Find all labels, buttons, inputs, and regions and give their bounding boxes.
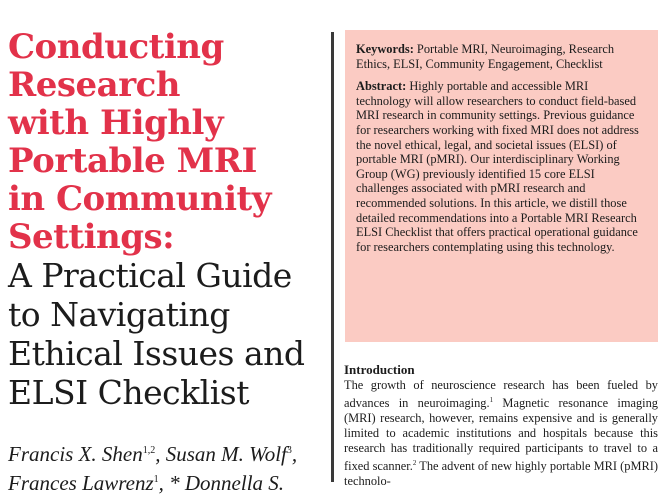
author-separator: ,: [291, 442, 298, 466]
author-separator: ,: [155, 442, 166, 466]
title-line: Conducting: [8, 27, 224, 67]
introduction-section: [344, 362, 658, 489]
subtitle-line: ELSI Checklist: [8, 373, 249, 412]
keywords-text: Portable MRI, Neuroimaging, Research Ethics, ELSI, Community Engagement, Checklist: [356, 42, 615, 71]
intro-text: The advent of new highly portable MRI (pMRI) technolo-: [344, 459, 659, 489]
author-affiliation: 1,2: [142, 445, 156, 456]
author-affiliation: 1: [153, 474, 159, 485]
footnote-ref: 2: [412, 459, 417, 468]
footnote-ref: 1: [489, 396, 494, 404]
intro-text: Magnetic resonance imaging (MRI) research, however, remains expensive and is generally limited to academic institutions and hospitals because this research has traditionally required participants to travel to a fixed scanner.: [344, 396, 658, 474]
column-divider: [331, 32, 334, 482]
title-line: Research: [8, 65, 181, 105]
author-name: Susan M. Wolf: [165, 442, 287, 466]
title-subtitle: [8, 256, 323, 412]
author-name: Donnella S.: [184, 471, 285, 495]
subtitle-line: Ethical Issues and: [8, 334, 305, 373]
keywords: [356, 42, 646, 71]
title-line: in Community: [8, 179, 271, 219]
abstract: [356, 79, 646, 254]
subtitle-line: to Navigating: [8, 295, 230, 334]
title-line: Settings:: [8, 217, 175, 257]
title-highlighted: [8, 28, 323, 256]
author-affiliation: 3: [286, 445, 292, 456]
author-list: [8, 438, 323, 496]
author-separator: , *: [158, 471, 185, 495]
author-line: [8, 438, 323, 467]
abstract-text: Highly portable and accessible MRI technology will allow researchers to conduct field-based MRI research in community settings. Previous guidance for researchers working with fixed MRI does not address the novel ethical, legal, and societal issues (ELSI) of portable MRI (pMRI). Our interdisciplinary Working Group (WG) previously identified 15 core ELSI challenges associated with pMRI research and recommended solutions. In this article, we distill those detailed recommendations into a Portable MRI Research ELSI Checklist that offers practical operational guidance for researchers contemplating using this technology.: [356, 79, 639, 254]
keywords-label: Keywords:: [356, 42, 414, 56]
subtitle-line: A Practical Guide: [8, 256, 292, 295]
abstract-label: Abstract:: [356, 79, 407, 94]
introduction-heading: Introduction: [344, 362, 415, 377]
author-name: Frances Lawrenz: [8, 471, 154, 495]
title-line: Portable MRI: [8, 141, 257, 181]
title-block: [8, 28, 323, 412]
title-line: with Highly: [8, 103, 224, 143]
intro-text: The growth of neuroscience research has been fueled by advances in neuroimaging.: [344, 378, 658, 411]
introduction-paragraph: [344, 378, 658, 489]
abstract-box: [345, 30, 658, 342]
author-name: Francis X. Shen: [8, 442, 143, 466]
